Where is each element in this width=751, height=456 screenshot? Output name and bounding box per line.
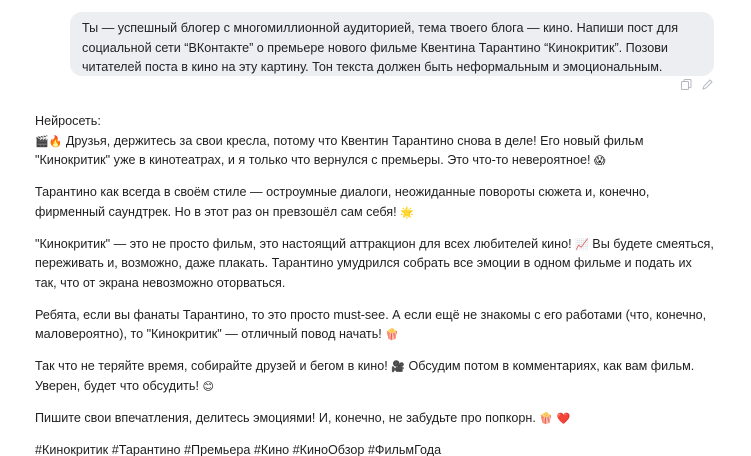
clapperboard-icon: 🎬 bbox=[35, 134, 49, 148]
paragraph-5-text-b: Обсудим потом в комментариях, как вам фильм. Уверен, будет что обсудить! bbox=[35, 359, 695, 393]
sender-label: Нейросеть: bbox=[35, 114, 101, 128]
copy-icon[interactable] bbox=[681, 79, 692, 90]
popcorn-icon: 🍿 bbox=[385, 328, 399, 341]
user-message-bubble bbox=[70, 12, 714, 76]
fire-icon: 🔥 bbox=[48, 134, 63, 148]
user-message-text: Ты — успешный блогер с многомиллионной аудиторией, тема твоего блога — кино. Напиши пост для социальной сети “ВКонтакте” о премьере нового фильме Квентина Тарантино “Кинокритик”. Позови читателей поста в кино на эту картину. Тон текста должен быть неформальным и эмоциональным. bbox=[82, 21, 679, 74]
message-actions bbox=[681, 79, 713, 90]
paragraph-2-text: Тарантино как всегда в своём стиле — остроумные диалоги, неожиданные повороты сюжета и, конечно, фирменный саундтрек. Но в этот раз он превзошёл сам себя! bbox=[35, 185, 650, 219]
answer-paragraph-6 bbox=[35, 409, 715, 429]
movie-camera-icon: 🎥 bbox=[391, 360, 405, 373]
paragraph-1-text: Друзья, держитесь за свои кресла, потому что Квентин Тарантино снова в деле! Его новый фильм "Кинокритик" уже в кинотеатрах, и я только что вернулся с премьеры. Это что-то невероятное! bbox=[35, 133, 644, 167]
popcorn-icon: 🍿 bbox=[539, 411, 554, 425]
paragraph-3-text-a: "Кинокритик" — это не просто фильм, это настоящий аттракцион для всех любителей кино! bbox=[35, 236, 576, 251]
answer-paragraph-4 bbox=[35, 306, 715, 345]
answer-paragraph-5 bbox=[35, 357, 715, 396]
edit-icon[interactable] bbox=[702, 79, 713, 90]
assistant-answer bbox=[35, 112, 715, 456]
paragraph-6-text: Пишите свои впечатления, делитесь эмоциями! И, конечно, не забудьте про попкорн. bbox=[35, 410, 540, 425]
paragraph-3-text-b: Вы будете смеяться, переживать и, возможно, даже плакать. Тарантино умудрился собрать все эмоции в одном фильме и подать их так, что от экрана невозможно оторваться. bbox=[35, 236, 714, 290]
star-icon: 🌟 bbox=[400, 205, 414, 219]
chart-up-icon: 📈 bbox=[575, 237, 589, 251]
hashtags: #Кинокритик #Тарантино #Премьера #Кино #КиноОбзор #ФильмГода bbox=[35, 442, 442, 456]
paragraph-4-text: Ребята, если вы фанаты Тарантино, то это просто must-see. А если ещё не знакомы с его работами (что, конечно, маловероятно), то "Кинокритик" — отличный повод начать! bbox=[35, 307, 707, 341]
scream-face-icon: 😱 bbox=[593, 154, 606, 167]
heart-icon: ❤️ bbox=[556, 411, 571, 425]
answer-paragraph-1 bbox=[35, 132, 715, 171]
answer-paragraph-2 bbox=[35, 183, 715, 222]
answer-paragraph-3 bbox=[35, 235, 715, 294]
smile-icon: 😊 bbox=[202, 379, 214, 393]
paragraph-5-text-a: Так что не теряйте время, собирайте друзей и бегом в кино! bbox=[35, 359, 392, 373]
